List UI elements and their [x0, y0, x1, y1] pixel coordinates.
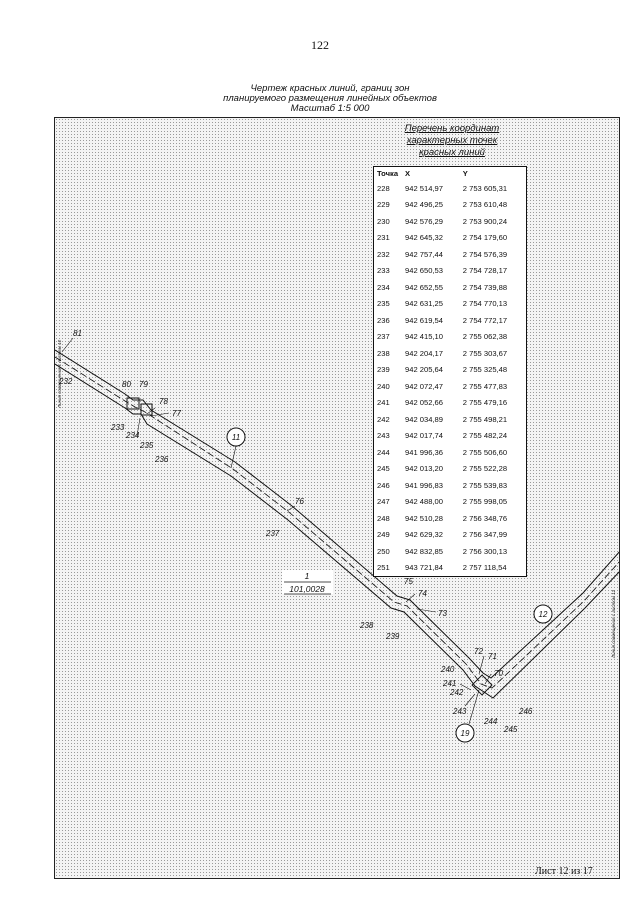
table-row: [374, 263, 527, 280]
table-row: [374, 395, 527, 412]
red-line-lower: [55, 364, 620, 698]
point-label: 74: [418, 589, 427, 598]
cell-y: 2 754 772,17: [462, 315, 508, 325]
cell-x: 942 510,28: [405, 513, 444, 523]
cell-y: 2 755 522,28: [462, 464, 508, 474]
cell-point: 241: [377, 398, 390, 408]
cell-y: 2 755 479,16: [462, 398, 508, 408]
cell-x: 942 514,97: [405, 183, 444, 193]
coordinates-body: [374, 180, 527, 577]
point-label: 78: [159, 397, 168, 406]
point-label: 238: [360, 621, 374, 630]
drawing-frame: [54, 117, 620, 879]
map-drawing: [55, 118, 620, 879]
corridor-main: [55, 350, 620, 698]
cell-x: 942 204,17: [405, 348, 444, 358]
cell-y: 2 757 118,54: [462, 563, 507, 573]
coord-title-line-3: красных линий: [419, 147, 485, 158]
table-row: [374, 560, 527, 577]
table-row: [374, 428, 527, 445]
cell-point: 235: [377, 299, 390, 309]
cell-y: 2 754 739,88: [462, 282, 508, 292]
cell-point: 228: [377, 183, 390, 193]
svg-text:19: 19: [460, 729, 470, 738]
cell-x: 942 052,66: [405, 398, 444, 408]
cell-point: 251: [377, 563, 390, 573]
cell-point: 249: [377, 530, 390, 540]
title-scale: Масштаб 1:5 000: [290, 103, 370, 114]
header-point: Точка: [374, 167, 403, 181]
point-label: 237: [266, 529, 280, 538]
point-label: 73: [438, 609, 447, 618]
svg-text:11: 11: [231, 433, 241, 442]
table-row: [374, 213, 527, 230]
cell-x: 942 415,10: [405, 332, 444, 342]
cell-point: 234: [377, 282, 390, 292]
svg-text:12: 12: [538, 610, 548, 619]
cell-x: 943 721,84: [405, 563, 444, 573]
point-label: 79: [139, 380, 148, 389]
coordinates-table: [373, 166, 527, 577]
table-row: [374, 197, 527, 214]
cell-x: 941 996,36: [405, 447, 444, 457]
header-y: Y: [460, 167, 527, 181]
cell-x: 942 576,29: [405, 216, 444, 226]
cell-y: 2 754 770,13: [462, 299, 508, 309]
cell-point: 248: [377, 513, 390, 523]
table-row: [374, 362, 527, 379]
circle-marker-12: [534, 605, 552, 623]
table-row: [374, 378, 527, 395]
svg-text:1: 1: [304, 571, 310, 581]
cell-y: 2 755 498,21: [462, 414, 508, 424]
page-number: 122: [311, 38, 329, 52]
table-row: [374, 345, 527, 362]
cell-point: 245: [377, 464, 390, 474]
cell-y: 2 756 300,13: [462, 546, 508, 556]
point-label: 239: [386, 632, 400, 641]
cell-point: 238: [377, 348, 390, 358]
cell-y: 2 755 482,24: [462, 431, 508, 441]
cell-y: 2 755 477,83: [462, 381, 508, 391]
cell-point: 236: [377, 315, 390, 325]
cell-y: 2 755 303,67: [462, 348, 508, 358]
point-label: 245: [504, 725, 518, 734]
table-row: [374, 329, 527, 346]
drawing-title: [160, 84, 500, 114]
node-box-bottom: [472, 675, 492, 695]
cell-x: 941 996,83: [405, 480, 444, 490]
table-header-row: [374, 167, 527, 181]
table-row: [374, 477, 527, 494]
cell-x: 942 832,85: [405, 546, 444, 556]
coord-list-title: [377, 123, 527, 159]
cell-y: 2 753 605,31: [462, 183, 508, 193]
cell-x: 942 629,32: [405, 530, 444, 540]
table-row: [374, 230, 527, 247]
cell-y: 2 755 998,05: [462, 497, 508, 507]
point-label: 70: [494, 669, 503, 678]
point-label: 233: [111, 423, 125, 432]
table-row: [374, 461, 527, 478]
cell-x: 942 017,74: [405, 431, 444, 441]
point-label: 234: [126, 431, 140, 440]
point-label: 232: [59, 377, 73, 386]
point-label: 76: [295, 497, 304, 506]
table-row: [374, 246, 527, 263]
table-row: [374, 180, 527, 197]
cell-y: 2 754 728,17: [462, 266, 508, 276]
circle-marker-11: [227, 428, 245, 468]
cell-point: 247: [377, 497, 390, 507]
cell-point: 229: [377, 200, 390, 210]
title-line-1: Чертеж красных линий, границ зон: [250, 83, 410, 94]
cell-x: 942 496,25: [405, 200, 444, 210]
coord-title-line-2: характерных точек: [406, 135, 498, 146]
table-row: [374, 494, 527, 511]
point-label: 244: [484, 717, 498, 726]
table-row: [374, 411, 527, 428]
cell-y: 2 753 610,48: [462, 200, 508, 210]
cell-x: 942 488,00: [405, 497, 444, 507]
point-label: 80: [122, 380, 131, 389]
table-row: [374, 510, 527, 527]
cell-x: 942 013,20: [405, 464, 444, 474]
cell-point: 242: [377, 414, 390, 424]
red-line-upper: [55, 350, 620, 678]
point-label: 75: [404, 577, 413, 586]
header-x: X: [402, 167, 460, 181]
point-label: 235: [140, 441, 154, 450]
cell-x: 942 034,89: [405, 414, 444, 424]
cell-point: 243: [377, 431, 390, 441]
table-row: [374, 296, 527, 313]
point-label: 71: [488, 652, 497, 661]
cell-y: 2 754 576,39: [462, 249, 508, 259]
right-match-line-note: Линия совмещения с листом 12: [611, 589, 616, 658]
cell-y: 2 755 539,83: [462, 480, 508, 490]
title-line-2: планируемого размещения линейных объектов: [223, 93, 437, 104]
cell-y: 2 753 900,24: [462, 216, 508, 226]
cell-point: 239: [377, 365, 390, 375]
point-label: 72: [474, 647, 483, 656]
cell-y: 2 756 347,99: [462, 530, 508, 540]
cell-y: 2 754 179,60: [462, 233, 508, 243]
svg-text:101,0028: 101,0028: [289, 584, 325, 594]
cell-x: 942 631,25: [405, 299, 444, 309]
table-row: [374, 279, 527, 296]
cell-x: 942 645,32: [405, 233, 444, 243]
left-match-line-note: Линия совмещения с листом 10: [57, 339, 62, 408]
cell-x: 942 652,55: [405, 282, 444, 292]
point-label: 240: [441, 665, 455, 674]
cell-y: 2 755 506,60: [462, 447, 508, 457]
table-row: [374, 444, 527, 461]
table-row: [374, 312, 527, 329]
table-row: [374, 527, 527, 544]
plot-label: [282, 570, 333, 594]
cell-x: 942 205,64: [405, 365, 444, 375]
cell-y: 2 755 062,38: [462, 332, 508, 342]
cell-point: 240: [377, 381, 390, 391]
point-label: 246: [519, 707, 533, 716]
cell-point: 246: [377, 480, 390, 490]
point-label: 243: [453, 707, 467, 716]
cell-point: 233: [377, 266, 390, 276]
point-label: 242: [450, 688, 464, 697]
axis-line: [55, 357, 620, 688]
cell-point: 237: [377, 332, 390, 342]
cell-point: 230: [377, 216, 390, 226]
cell-point: 250: [377, 546, 390, 556]
cell-x: 942 650,53: [405, 266, 444, 276]
point-label: 81: [73, 329, 82, 338]
table-row: [374, 543, 527, 560]
circle-marker-19: [456, 690, 479, 742]
cell-y: 2 755 325,48: [462, 365, 508, 375]
point-label: 77: [172, 409, 181, 418]
sheet-label: Лист 12 из 17: [535, 866, 593, 877]
point-label: 241: [443, 679, 457, 688]
cell-x: 942 619,54: [405, 315, 444, 325]
cell-point: 232: [377, 249, 390, 259]
cell-point: 244: [377, 447, 390, 457]
cell-y: 2 756 348,76: [462, 513, 508, 523]
point-label: 236: [155, 455, 169, 464]
cell-point: 231: [377, 233, 390, 243]
cell-x: 942 757,44: [405, 249, 444, 259]
cell-x: 942 072,47: [405, 381, 444, 391]
coord-title-line-1: Перечень координат: [404, 123, 500, 134]
